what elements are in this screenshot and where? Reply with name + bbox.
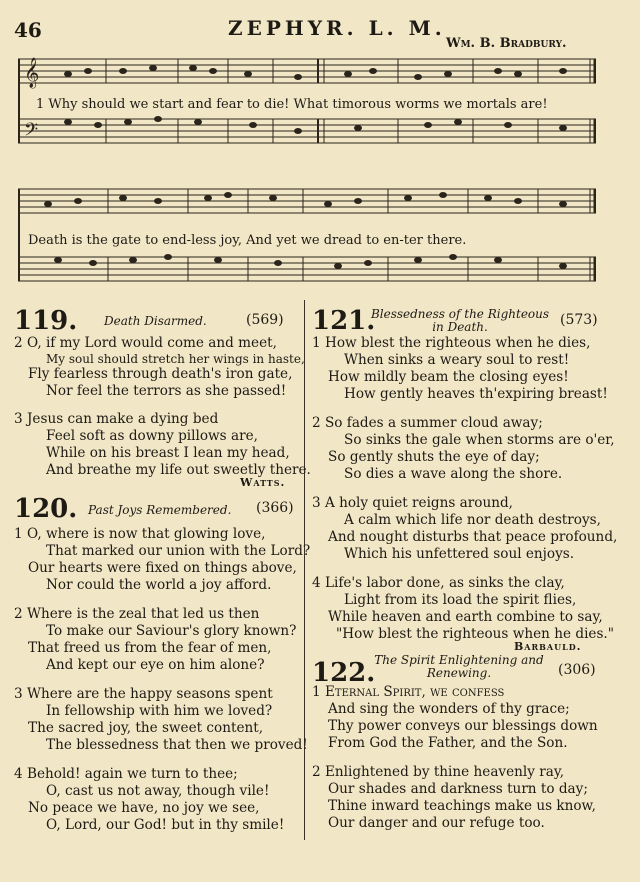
hymn-line: That marked our union with the Lord?	[46, 543, 311, 559]
hymn-120-title: Past Joys Remembered.	[88, 503, 232, 517]
tune-title: ZEPHYR. L. M.	[228, 16, 446, 40]
hymn-line: Nor could the world a joy afford.	[46, 577, 272, 593]
lyric-line-2: Death is the gate to end-less joy, And yet we dread to en-ter there.	[28, 233, 467, 248]
hymn-119-title: Death Disarmed.	[104, 314, 207, 328]
hymn-line: A calm which life nor death destroys,	[344, 512, 601, 528]
hymn-121-attribution: Barbauld.	[514, 640, 582, 653]
hymn-line: O, cast us not away, though vile!	[46, 783, 270, 799]
hymn-line: When sinks a weary soul to rest!	[344, 352, 570, 368]
hymn-line: 2 So fades a summer cloud away;	[312, 415, 543, 431]
hymn-line: So gently shuts the eye of day;	[328, 449, 540, 465]
hymn-119-attribution: Watts.	[240, 476, 286, 489]
hymn-line: 3 Jesus can make a dying bed	[14, 411, 219, 427]
hymn-line: 2 Where is the zeal that led us then	[14, 606, 260, 622]
hymn-line: 2 O, if my Lord would come and meet,	[14, 335, 277, 351]
hymn-line: 4 Behold! again we turn to thee;	[14, 766, 238, 782]
hymn-line: From God the Father, and the Son.	[328, 735, 568, 751]
lyric-line-1: 1 Why should we start and fear to die! What timorous worms we mortals are!	[36, 97, 548, 112]
hymn-line: Our danger and our refuge too.	[328, 815, 545, 831]
hymn-line: So dies a wave along the shore.	[344, 466, 563, 482]
hymn-121-code: (573)	[560, 312, 598, 328]
hymn-line: And kept our eye on him alone?	[46, 657, 265, 673]
hymn-line: 1 How blest the righteous when he dies,	[312, 335, 591, 351]
hymn-line: Our shades and darkness turn to day;	[328, 781, 588, 797]
page-number: 46	[14, 18, 42, 42]
hymn-122-code: (306)	[558, 662, 596, 678]
hymn-119-number: 119.	[14, 306, 78, 336]
hymn-line: While heaven and earth combine to say,	[328, 609, 603, 625]
hymn-121-number: 121.	[312, 306, 376, 336]
hymn-line: Nor feel the terrors as she passed!	[46, 383, 287, 399]
hymn-line: How gently heaves th'expiring breast!	[344, 386, 608, 402]
hymn-line: Thine inward teachings make us know,	[328, 798, 596, 814]
hymn-line: Feel soft as downy pillows are,	[46, 428, 258, 444]
hymn-line: The sacred joy, the sweet content,	[28, 720, 264, 736]
hymn-line: My soul should stretch her wings in haste,	[46, 352, 305, 366]
hymn-line: Light from its load the spirit flies,	[344, 592, 577, 608]
hymn-line: Our hearts were fixed on things above,	[28, 560, 297, 576]
hymn-line: While on his breast I lean my head,	[46, 445, 290, 461]
hymn-line: The blessedness that then we proved!	[46, 737, 308, 753]
hymn-122-title: The Spirit Enlightening and Renewing.	[374, 653, 544, 680]
hymn-line: How mildly beam the closing eyes!	[328, 369, 569, 385]
hymn-121-title: Blessedness of the Righteous in Death.	[370, 307, 550, 334]
hymn-line: Which his unfettered soul enjoys.	[344, 546, 575, 562]
hymn-122-number: 122.	[312, 658, 376, 688]
hymn-line: 2 Enlightened by thine heavenly ray,	[312, 764, 565, 780]
hymn-line: In fellowship with him we loved?	[46, 703, 273, 719]
hymn-line: Fly fearless through death's iron gate,	[28, 366, 293, 382]
hymn-line: And breathe my life out sweetly there.	[46, 462, 311, 478]
hymn-119-code: (569)	[246, 312, 284, 328]
hymn-line: Thy power conveys our blessings down	[328, 718, 598, 734]
hymn-120-number: 120.	[14, 494, 78, 524]
column-divider	[304, 300, 305, 840]
svg-text:𝄞: 𝄞	[24, 58, 40, 88]
hymn-line: No peace we have, no joy we see,	[28, 800, 260, 816]
hymn-line: And nought disturbs that peace profound,	[328, 529, 618, 545]
hymn-line: And sing the wonders of thy grace;	[328, 701, 570, 717]
svg-text:𝄢: 𝄢	[24, 120, 39, 145]
hymn-line: That freed us from the fear of men,	[28, 640, 272, 656]
hymn-line: To make our Saviour's glory known?	[46, 623, 297, 639]
hymn-120-code: (366)	[256, 500, 294, 516]
hymn-line: 4 Life's labor done, as sinks the clay,	[312, 575, 565, 591]
hymn-line: "How blest the righteous when he dies."	[336, 626, 615, 642]
hymn-line: 3 Where are the happy seasons spent	[14, 686, 273, 702]
composer: Wm. B. Bradbury.	[446, 36, 567, 51]
hymn-line: O, Lord, our God! but in thy smile!	[46, 817, 285, 833]
hymn-line: 1 O, where is now that glowing love,	[14, 526, 266, 542]
hymn-line: 3 A holy quiet reigns around,	[312, 495, 513, 511]
hymn-line: So sinks the gale when storms are o'er,	[344, 432, 615, 448]
hymn-line: 1 Eternal Spirit, we confess	[312, 684, 505, 700]
